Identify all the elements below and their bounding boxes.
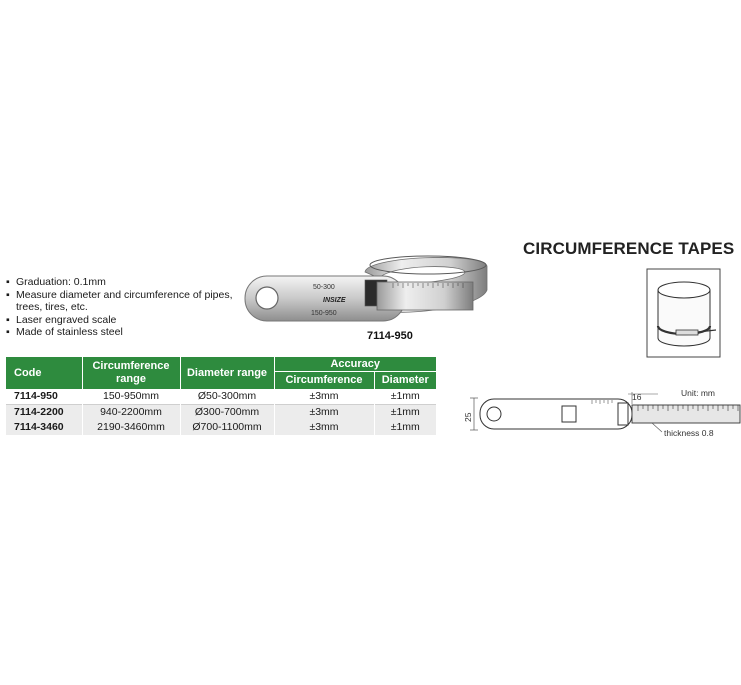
bullet-icon: ▪ [6,276,10,288]
usage-illustration [646,268,721,358]
scale-bottom-label: 150-950 [311,310,337,317]
table-row: 7114-950 150-950mm Ø50-300mm ±3mm ±1mm [6,389,436,405]
table-row: 7114-2200 940-2200mm Ø300-700mm ±3mm ±1mm [6,405,436,421]
header-code: Code [6,357,82,389]
header-acc-diameter: Diameter [374,372,436,390]
feature-item: ▪ Made of stainless steel [6,326,123,338]
product-photo [243,250,488,330]
bullet-icon: ▪ [6,313,10,326]
spec-table [6,357,436,435]
model-label: 7114-950 [367,330,413,342]
dimension-width: 16 [632,392,642,402]
brand-logo: INSIZE [323,297,346,304]
feature-list [6,276,236,339]
header-acc-circumference: Circumference [274,372,374,390]
feature-item: ▪ Graduation: 0.1mm [6,276,106,288]
unit-label: Unit: mm [681,388,715,398]
header-diameter: Diameter range [180,357,274,389]
thickness-label: thickness 0.8 [664,428,714,438]
dimension-height: 25 [463,412,473,422]
scale-top-label: 50-300 [313,284,335,291]
bullet-icon: ▪ [6,288,10,301]
header-circumference: Circumference range [82,357,180,389]
feature-item: ▪ Laser engraved scale [6,313,117,326]
bullet-icon: ▪ [6,326,10,338]
table-row: 7114-3460 2190-3460mm Ø700-1100mm ±3mm ±1mm [6,420,436,435]
feature-item: ▪ Measure diameter and circumference of pipes, trees, tires, etc. [6,288,233,313]
page-title: CIRCUMFERENCE TAPES [523,239,735,258]
header-accuracy: Accuracy [274,357,436,372]
